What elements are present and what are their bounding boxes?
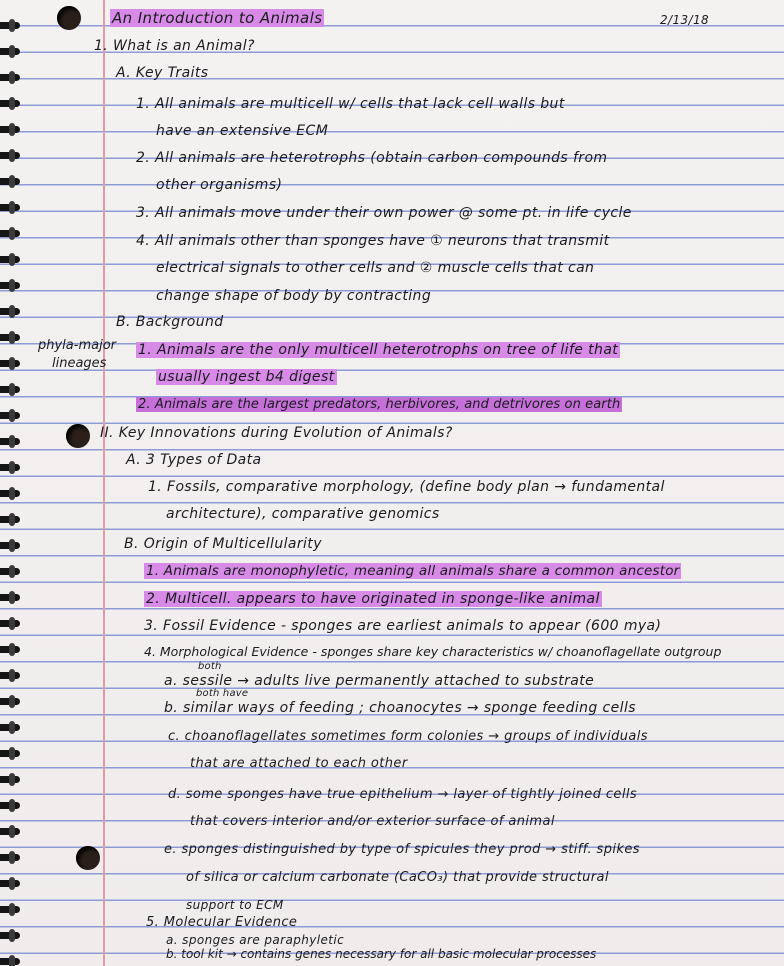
spiral-ring	[0, 516, 20, 523]
spiral-ring	[0, 542, 20, 549]
spiral-ring	[0, 828, 20, 835]
note-line: c. choanoflagellates sometimes form colonies → groups of individuals	[168, 729, 648, 744]
spiral-ring	[0, 932, 20, 939]
note-line: d. some sponges have true epithelium → layer of tightly joined cells	[168, 787, 638, 802]
highlighted-text: 2. Animals are the largest predators, herbivores, and detrivores on earth	[138, 397, 621, 412]
spiral-ring	[0, 386, 20, 393]
subsection-heading: B. Origin of Multicellularity	[124, 536, 322, 552]
punch-hole	[66, 424, 90, 448]
punch-hole	[76, 846, 100, 870]
spiral-ring	[0, 958, 20, 965]
spiral-ring	[0, 22, 20, 29]
spiral-ring	[0, 334, 20, 341]
spiral-ring	[0, 126, 20, 133]
spiral-ring	[0, 698, 20, 705]
spiral-ring	[0, 178, 20, 185]
spiral-ring	[0, 48, 20, 55]
subsection-heading: A. 3 Types of Data	[126, 452, 262, 468]
spiral-ring	[0, 880, 20, 887]
spiral-ring	[0, 672, 20, 679]
note-line: e. sponges distinguished by type of spicules they prod → stiff. spikes	[164, 842, 640, 857]
note-line: have an extensive ECM	[156, 123, 329, 139]
side-note-line1: phyla-major	[38, 338, 116, 353]
side-note-line2: lineages	[52, 356, 107, 371]
note-line: b. similar ways of feeding ; choanocytes → sponge feeding cells	[164, 700, 636, 716]
spiral-ring	[0, 282, 20, 289]
spiral-ring	[0, 204, 20, 211]
spiral-ring	[0, 776, 20, 783]
note-line: that covers interior and/or exterior surface of animal	[190, 814, 555, 829]
spiral-ring	[0, 74, 20, 81]
spiral-ring	[0, 230, 20, 237]
highlighted-text: 2. Multicell. appears to have originated in sponge-like animal	[146, 591, 600, 607]
subsection-heading: A. Key Traits	[116, 65, 209, 81]
note-line	[144, 562, 681, 580]
note-line	[156, 368, 337, 386]
margin-line	[103, 0, 105, 966]
note-line: b. tool kit → contains genes necessary for all basic molecular processes	[166, 947, 597, 961]
note-line	[136, 341, 620, 359]
section-heading: II. Key Innovations during Evolution of Animals?	[100, 425, 453, 441]
note-line: of silica or calcium carbonate (CaCO₃) that provide structural	[186, 870, 609, 885]
note-line: that are attached to each other	[190, 756, 408, 771]
spiral-ring	[0, 360, 20, 367]
spiral-ring	[0, 802, 20, 809]
note-line: 1. Fossils, comparative morphology, (define body plan → fundamental	[148, 479, 665, 495]
spiral-ring	[0, 100, 20, 107]
spiral-ring	[0, 152, 20, 159]
spiral-ring	[0, 906, 20, 913]
note-line: a. sponges are paraphyletic	[166, 933, 345, 947]
section-heading: 1. What is an Animal?	[94, 38, 255, 54]
note-line: other organisms)	[156, 177, 283, 193]
note-line: 3. All animals move under their own power @ some pt. in life cycle	[136, 205, 632, 221]
spiral-ring	[0, 750, 20, 757]
spiral-ring	[0, 854, 20, 861]
spiral-ring	[0, 646, 20, 653]
note-line: electrical signals to other cells and ② muscle cells that can	[156, 260, 595, 276]
note-line: support to ECM	[186, 898, 284, 912]
note-line: 5. Molecular Evidence	[146, 915, 298, 930]
note-line: architecture), comparative genomics	[166, 506, 440, 522]
highlighted-text: 1. Animals are monophyletic, meaning all animals share a common ancestor	[146, 563, 680, 579]
spiral-ring	[0, 256, 20, 263]
highlighted-text: 1. Animals are the only multicell heterotrophs on tree of life that	[138, 342, 619, 358]
note-line: 1. All animals are multicell w/ cells that lack cell walls but	[136, 96, 565, 112]
annotation: both	[198, 661, 222, 672]
spiral-ring	[0, 438, 20, 445]
spiral-ring	[0, 568, 20, 575]
spiral-ring	[0, 724, 20, 731]
note-line	[136, 396, 622, 414]
subsection-heading: B. Background	[116, 314, 224, 330]
spiral-ring	[0, 308, 20, 315]
date: 2/13/18	[660, 13, 710, 27]
note-line	[144, 590, 602, 608]
note-line: change shape of body by contracting	[156, 288, 432, 304]
punch-hole	[57, 6, 81, 30]
spiral-ring	[0, 490, 20, 497]
note-line: a. sessile → adults live permanently attached to substrate	[164, 673, 595, 689]
highlighted-text: usually ingest b4 digest	[158, 369, 335, 385]
spiral-ring	[0, 620, 20, 627]
spiral-ring	[0, 594, 20, 601]
note-line: 4. Morphological Evidence - sponges share key characteristics w/ choanoflagellate outgroup	[144, 644, 722, 659]
note-line: 3. Fossil Evidence - sponges are earliest animals to appear (600 mya)	[144, 618, 662, 634]
annotation: both have	[196, 688, 249, 699]
spiral-ring	[0, 412, 20, 419]
page-title: An Introduction to Animals	[112, 9, 323, 27]
note-line: 4. All animals other than sponges have ① neurons that transmit	[136, 233, 610, 249]
spiral-ring	[0, 464, 20, 471]
note-line: 2. All animals are heterotrophs (obtain carbon compounds from	[136, 150, 608, 166]
